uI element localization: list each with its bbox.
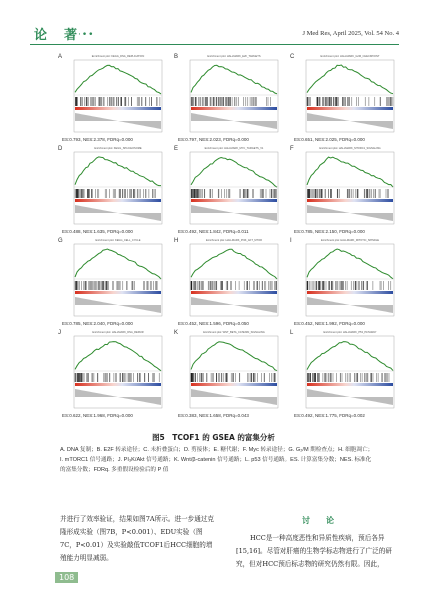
- ranking-colorbar: [191, 291, 277, 294]
- page-number: 108: [55, 572, 78, 583]
- panel-letter: F: [290, 146, 294, 152]
- panel-title: Enrichment plot: WNT_BETA_CATENIN_SIGNALING: [203, 331, 265, 334]
- enrichment-plot: [176, 55, 280, 135]
- panel-title: Enrichment plot: KEGG_DNA_REPLICATION: [91, 55, 145, 58]
- gsea-panel: [174, 238, 280, 326]
- gsea-figure-grid: [58, 54, 400, 418]
- panel-letter: A: [58, 54, 63, 60]
- enrichment-plot: [60, 331, 164, 411]
- gsea-panel: [290, 54, 396, 142]
- panel-letter: L: [290, 330, 294, 336]
- enrichment-plot: [176, 239, 280, 319]
- gsea-panel: [290, 146, 396, 234]
- gsea-panel: [174, 146, 280, 234]
- ranking-colorbar: [191, 199, 277, 202]
- panel-stats: ES:0.492, NES:1.775, FDRq=0.002: [294, 413, 365, 418]
- panel-letter: C: [290, 54, 295, 60]
- panel-title: Enrichment plot: HALLMARK_MYC_TARGETS_V1: [204, 147, 264, 150]
- figure-caption: 图5 TCOF1 的 GSEA 的富集分析: [152, 433, 275, 442]
- panel-stats: ES:0.785, NES:2.150, FDRq=0.000: [294, 229, 365, 234]
- panel-stats: ES:0.651, NES:2.025, FDRq=0.000: [294, 137, 365, 142]
- gsea-panel: [290, 238, 396, 326]
- panel-letter: B: [174, 54, 179, 60]
- panel-title: Enrichment plot: HALLMARK_MTORC1_SIGNALING: [319, 147, 381, 150]
- panel-title: Enrichment plot: HALLMARK_DNA_REPAIR: [92, 331, 144, 334]
- ranking-colorbar: [307, 199, 393, 202]
- panel-stats: ES:0.793, NES:2.378, FDRq=0.000: [62, 137, 133, 142]
- panel-letter: D: [58, 146, 63, 152]
- ranking-colorbar: [75, 383, 161, 386]
- panel-letter: G: [58, 238, 63, 244]
- panel-title: Enrichment plot: HALLMARK_E2F_TARGETS: [207, 55, 261, 58]
- panel-stats: ES:0.452, NES:1.992, FDRq=0.000: [294, 321, 365, 326]
- gsea-panel: [174, 330, 280, 418]
- panel-stats: ES:0.785, NES:2.040, FDRq=0.000: [62, 321, 133, 326]
- journal-citation: J Med Res, April 2025, Vol. 54 No. 4: [302, 30, 399, 37]
- ranking-colorbar: [75, 291, 161, 294]
- ranking-colorbar: [75, 199, 161, 202]
- ranking-colorbar: [307, 107, 393, 110]
- panel-stats: ES:0.452, NES:1.596, FDRq=0.050: [178, 321, 249, 326]
- gsea-panel: [58, 54, 164, 142]
- ranking-colorbar: [191, 107, 277, 110]
- panel-stats: ES:0.488, NES:1.635, FDRq=0.000: [62, 229, 133, 234]
- panel-letter: E: [174, 146, 179, 152]
- body-text-right: HCC是一种高度恶性和异质性疾病，预后各异[15,16]。尽管对肝癌的生物学标志物进行了广泛的研究，但对HCC预后标志物的研究仍然有限。因此，: [236, 534, 392, 568]
- enrichment-plot: [60, 239, 164, 319]
- figure-caption-note: A. DNA 复制；B. E2F 转录途径；C. 未折叠蛋白；D. 剪接体；E. 糖代谢；F. Myc 转录途径；G. G₂/M 期检查点；H. 细胞凋亡；I. mTORC1 信号通路；J. PI₃K/Akt 信号通路；K. Wnt/β-catenin 信号通路；L. p53 信号通路。ES. 计算富集分数；NES. 标准化的富集分数；FDRq. 多重假设检验后的 P 值: [60, 447, 374, 473]
- panel-title: Enrichment plot: HALLMARK_PI3K_AKT_MTOR: [205, 239, 263, 242]
- panel-title: Enrichment plot: HALLMARK_P53_PATHWAY: [323, 331, 377, 334]
- panel-title: Enrichment plot: KEGG_SPLICEOSOME: [94, 147, 142, 150]
- panel-letter: J: [58, 330, 61, 336]
- gsea-panel: [58, 238, 164, 326]
- enrichment-plot: [292, 55, 396, 135]
- ranking-colorbar: [307, 291, 393, 294]
- panel-letter: K: [174, 330, 179, 336]
- gsea-panel: [58, 330, 164, 418]
- gsea-panel: [58, 146, 164, 234]
- panel-stats: ES:0.797, NES:2.023, FDRq=0.000: [178, 137, 249, 142]
- enrichment-plot: [60, 55, 164, 135]
- panel-stats: ES:0.492, NES:1.842, FDRq=0.011: [178, 229, 249, 234]
- panel-letter: H: [174, 238, 179, 244]
- header-rule: [30, 44, 399, 45]
- panel-stats: ES:0.383, NES:1.658, FDRq=0.043: [178, 413, 249, 418]
- page-header: [0, 0, 427, 50]
- gsea-panel: [290, 330, 396, 418]
- panel-letter: I: [290, 238, 292, 244]
- header-dots: ·••: [78, 30, 95, 40]
- section-label: 论 著: [34, 28, 80, 43]
- enrichment-plot: [292, 147, 396, 227]
- enrichment-plot: [176, 331, 280, 411]
- panel-title: Enrichment plot: HALLMARK_MITOTIC_SPINDLE: [320, 239, 380, 242]
- enrichment-plot: [60, 147, 164, 227]
- gsea-panel: [174, 54, 280, 142]
- body-text-left: 并进行了效率验证，结果如图7A所示。进一步通过克隆形成实验（图7B，P<0.001）、EDU实验（图7C，P<0.01）及实验敲低TCOF1后HCC细胞的增殖能力明显减弱。: [60, 515, 215, 562]
- panel-title: Enrichment plot: KEGG_CELL_CYCLE: [95, 239, 141, 242]
- panel-title: Enrichment plot: HALLMARK_G2M_CHECKPOINT: [320, 55, 380, 58]
- enrichment-plot: [176, 147, 280, 227]
- discussion-heading: 讨 论: [302, 516, 338, 525]
- enrichment-plot: [292, 331, 396, 411]
- ranking-colorbar: [307, 383, 393, 386]
- enrichment-plot: [292, 239, 396, 319]
- panel-stats: ES:0.622, NES:1.968, FDRq=0.000: [62, 413, 133, 418]
- ranking-colorbar: [191, 383, 277, 386]
- ranking-colorbar: [75, 107, 161, 110]
